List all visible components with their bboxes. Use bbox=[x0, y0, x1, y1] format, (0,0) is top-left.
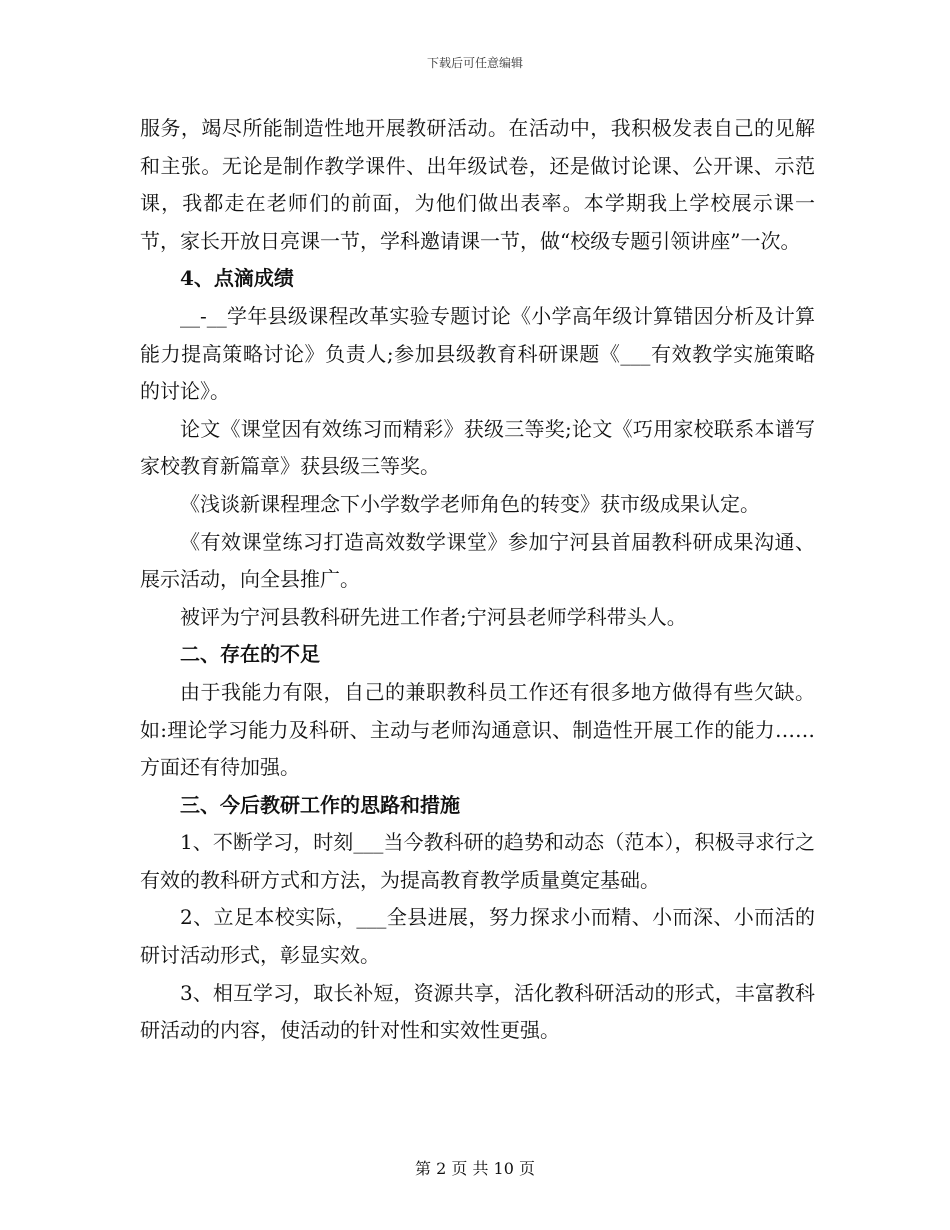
paragraph-service-activities: 服务，竭尽所能制造性地开展教研活动。在活动中，我积极发表自己的见解和主张。无论是制作教学课件、出年级试卷，还是做讨论课、公开课、示范课，我都走在老师们的前面，为他们做出表率。本学期我上学校展示课一节，家长开放日亮课一节，学科邀请课一节，做“校级专题引领讲座”一次。 bbox=[140, 116, 815, 253]
paragraph-exchange-activity: 《有效课堂练习打造高效数学课堂》参加宁河县首届教科研成果沟通、展示活动，向全县推广。 bbox=[140, 529, 815, 592]
paragraph-city-recognition: 《浅谈新课程理念下小学数学老师角色的转变》获市级成果认定。 bbox=[180, 491, 760, 516]
section-heading-deficiencies: 二、存在的不足 bbox=[180, 642, 320, 667]
paragraph-papers-awards: 论文《课堂因有效练习而精彩》获级三等奖;论文《巧用家校联系本谱写家校教育新篇章》获县级三等奖。 bbox=[140, 416, 815, 479]
document-body bbox=[140, 110, 815, 1050]
paragraph-honors: 被评为宁河县教科研先进工作者;宁河县老师学科带头人。 bbox=[180, 604, 687, 629]
section-heading-future-plans: 三、今后教研工作的思路和措施 bbox=[180, 792, 460, 817]
page-number-footer: 第 2 页 共 10 页 bbox=[415, 1159, 535, 1178]
paragraph-deficiencies: 由于我能力有限，自己的兼职教科员工作还有很多地方做得有些欠缺。如:理论学习能力及科研、主动与老师沟通意识、制造性开展工作的能力……方面还有待加强。 bbox=[140, 679, 815, 780]
page-header-note: 下载后可任意编辑 bbox=[426, 56, 523, 70]
paragraph-plan-1: 1、不断学习，时刻___当今教科研的趋势和动态（范本），积极寻求行之有效的教科研方式和方法，为提高教育教学质量奠定基础。 bbox=[140, 830, 815, 892]
paragraph-research-project: __-__学年县级课程改革实验专题讨论《小学高年级计算错因分析及计算能力提高策略讨论》负责人;参加县级教育科研课题《___有效教学实施策略的讨论》。 bbox=[140, 303, 815, 404]
section-heading-achievements: 4、点滴成绩 bbox=[180, 266, 294, 291]
paragraph-plan-2: 2、立足本校实际，___全县进展，努力探求小而精、小而深、小而活的研讨活动形式，彰显实效。 bbox=[140, 905, 815, 968]
paragraph-plan-3: 3、相互学习，取长补短，资源共享，活化教科研活动的形式，丰富教科研活动的内容，使活动的针对性和实效性更强。 bbox=[140, 980, 815, 1043]
